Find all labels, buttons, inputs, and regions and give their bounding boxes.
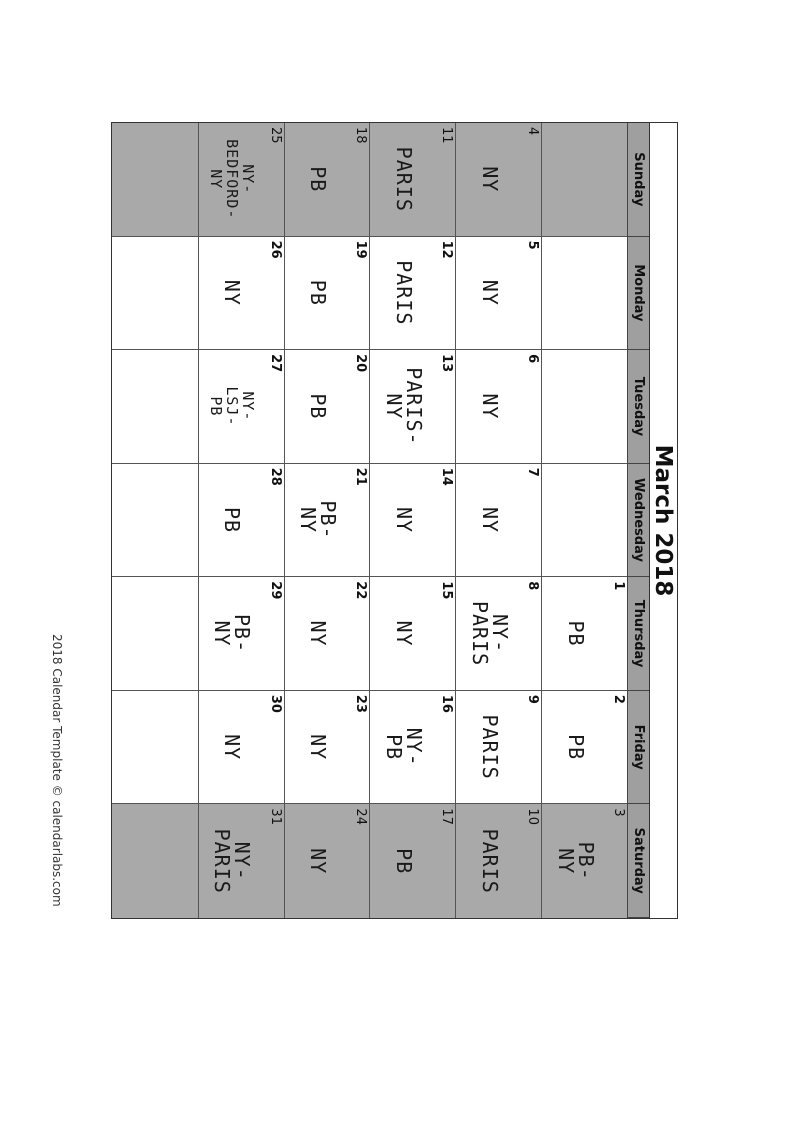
day-cell [284, 577, 370, 691]
day-cell [112, 350, 198, 464]
day-cell [284, 464, 370, 578]
day-cell [370, 123, 456, 237]
day-cell [541, 691, 627, 805]
day-cell [198, 464, 284, 578]
handwritten-note: NY [306, 620, 331, 647]
handwritten-note: PB- NY [296, 500, 341, 540]
day-cell [198, 123, 284, 237]
day-number: 29 [267, 581, 283, 600]
day-cell [541, 237, 627, 351]
weekday-header-sunday: Sunday [627, 123, 649, 237]
day-cell [284, 691, 370, 805]
handwritten-note [116, 350, 176, 463]
handwritten-note: PARIS- NY [381, 367, 426, 446]
day-number: 17 [439, 808, 455, 825]
day-number: 3 [611, 808, 626, 817]
day-cell [112, 577, 198, 691]
day-cell [541, 577, 627, 691]
day-number: 2 [611, 694, 626, 704]
day-cell [541, 804, 627, 918]
day-number: 27 [267, 354, 283, 373]
day-number: 21 [353, 467, 369, 486]
handwritten-note: NY [220, 734, 245, 761]
day-cell [541, 123, 627, 237]
calendar-sheet [111, 122, 678, 919]
weekday-header-thursday: Thursday [627, 577, 649, 691]
handwritten-note: NY [220, 279, 245, 306]
weekday-header-wednesday: Wednesday [627, 464, 649, 578]
day-cell [284, 123, 370, 237]
day-number: 4 [525, 127, 541, 136]
handwritten-note: NY [391, 506, 416, 534]
day-cell [455, 350, 541, 464]
handwritten-note: PARIS [391, 146, 416, 212]
handwritten-note: PB [306, 166, 331, 193]
day-number: 18 [353, 127, 369, 144]
handwritten-note: PB [306, 279, 331, 306]
day-cell [455, 464, 541, 578]
day-cell [112, 123, 198, 237]
day-cell [198, 691, 284, 805]
handwritten-note [116, 237, 176, 350]
handwritten-note: PARIS [477, 714, 502, 780]
handwritten-note: PARIS [477, 828, 502, 894]
handwritten-note: PB [563, 620, 588, 647]
handwritten-note [116, 123, 176, 236]
day-number: 10 [525, 808, 541, 825]
weekday-header-tuesday: Tuesday [627, 350, 649, 464]
handwritten-note: NY [391, 620, 416, 647]
day-cell [198, 577, 284, 691]
day-cell [370, 237, 456, 351]
handwritten-note: NY [477, 393, 502, 420]
day-cell [370, 350, 456, 464]
handwritten-note: PARIS [391, 260, 416, 326]
handwritten-note [546, 350, 605, 463]
weekday-header-friday: Friday [627, 691, 649, 805]
day-cell [112, 237, 198, 351]
handwritten-note [546, 123, 605, 236]
day-number: 19 [353, 240, 369, 259]
day-number: 5 [525, 240, 541, 250]
day-cell [370, 804, 456, 918]
day-number: 26 [267, 240, 283, 259]
day-cell [112, 464, 198, 578]
day-cell [455, 804, 541, 918]
day-number: 14 [439, 467, 455, 486]
handwritten-note: NY [306, 848, 331, 875]
day-cell [112, 804, 198, 918]
handwritten-note: PB- NY [553, 841, 598, 881]
handwritten-note: NY [306, 734, 331, 761]
day-number: 11 [439, 127, 455, 144]
calendar-title: March 2018 [650, 122, 678, 919]
handwritten-note [546, 237, 605, 350]
handwritten-note: NY- PB [381, 727, 426, 767]
handwritten-note: PB [563, 734, 588, 761]
day-number: 31 [267, 808, 283, 825]
day-number: 23 [353, 694, 369, 713]
handwritten-note: NY- PARIS [467, 600, 512, 667]
day-cell [198, 804, 284, 918]
handwritten-note: NY [477, 166, 502, 193]
day-cell [541, 350, 627, 464]
day-cell [455, 577, 541, 691]
handwritten-note [546, 464, 605, 577]
handwritten-note: PB [391, 848, 416, 875]
day-number: 9 [525, 694, 541, 704]
day-cell [198, 237, 284, 351]
handwritten-note [116, 691, 176, 804]
handwritten-note: NY- PARIS [210, 828, 255, 894]
day-number: 8 [525, 581, 541, 591]
day-number: 13 [439, 354, 455, 373]
day-cell [370, 464, 456, 578]
handwritten-note: PB [220, 506, 245, 534]
day-number: 15 [439, 581, 455, 600]
day-number: 30 [267, 694, 283, 713]
day-number: 16 [439, 694, 455, 713]
day-number: 22 [353, 581, 369, 600]
handwritten-note: NY [477, 506, 502, 534]
day-cell [455, 691, 541, 805]
day-cell [198, 350, 284, 464]
weekday-header-monday: Monday [627, 237, 649, 351]
day-cell [112, 691, 198, 805]
handwritten-note: NY- LSJ- PB [207, 386, 258, 427]
handwritten-note: PB- NY [210, 614, 255, 654]
day-number: 28 [267, 467, 283, 486]
calendar-grid [111, 122, 650, 919]
day-cell [284, 804, 370, 918]
day-cell [284, 237, 370, 351]
day-cell [541, 464, 627, 578]
day-number: 6 [525, 354, 541, 364]
handwritten-note: NY- BEDFORD- NY [207, 139, 258, 220]
day-number: 1 [611, 581, 626, 591]
handwritten-note: NY [477, 279, 502, 306]
handwritten-note [116, 577, 176, 690]
handwritten-note [116, 804, 176, 918]
day-cell [284, 350, 370, 464]
day-number: 25 [267, 127, 283, 144]
day-number: 20 [353, 354, 369, 373]
handwritten-note: PB [306, 393, 331, 420]
handwritten-note [116, 464, 176, 577]
day-number: 12 [439, 240, 455, 259]
footer-credit: 2018 Calendar Template © calendarlabs.com [50, 634, 64, 907]
day-cell [370, 577, 456, 691]
day-number: 7 [525, 467, 541, 477]
day-cell [455, 123, 541, 237]
weekday-header-saturday: Saturday [627, 804, 649, 918]
day-cell [370, 691, 456, 805]
day-number: 24 [353, 808, 369, 825]
day-cell [455, 237, 541, 351]
